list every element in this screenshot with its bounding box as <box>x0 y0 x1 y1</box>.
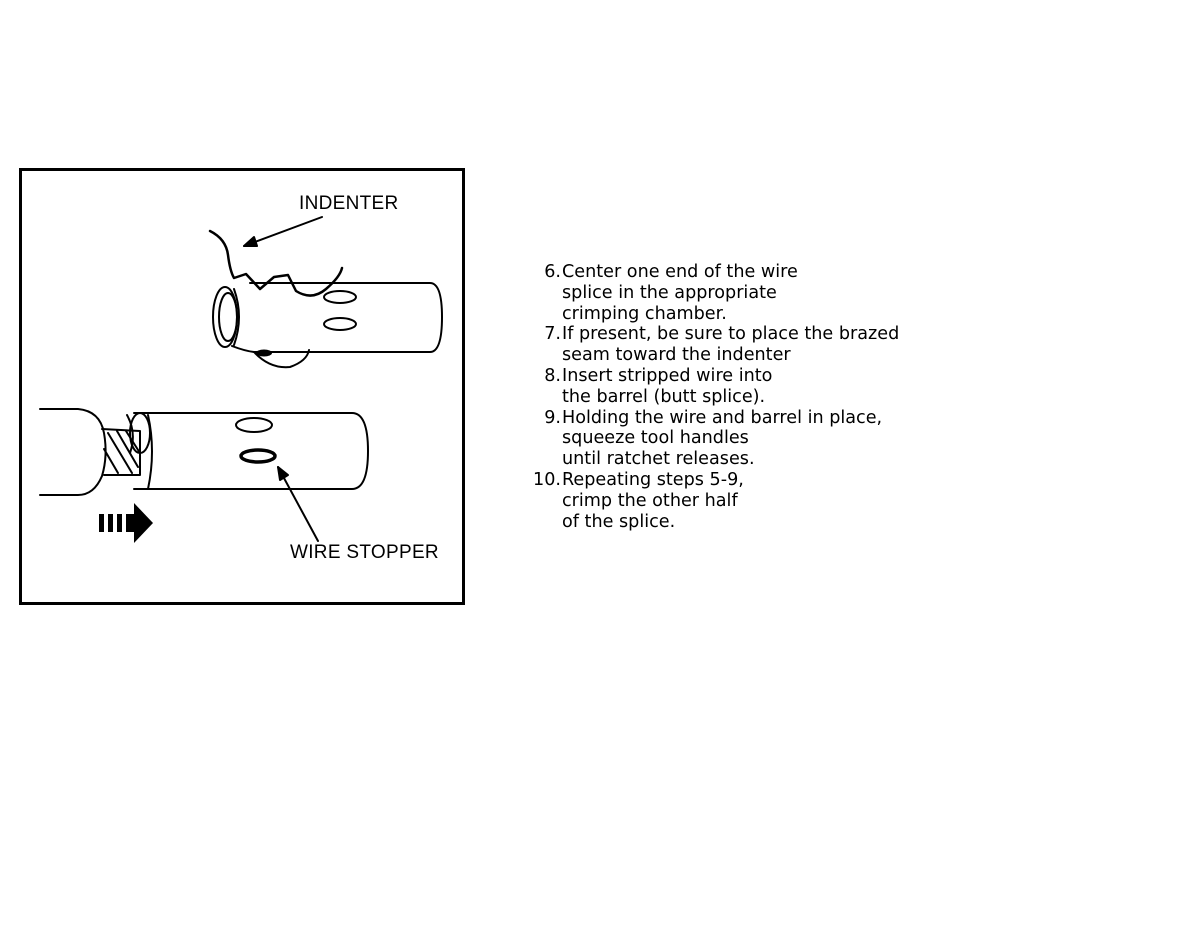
step-text: Repeating steps 5-9, crimp the other half of the splice. <box>562 469 744 532</box>
indenter-shape <box>210 231 342 296</box>
step-7 <box>530 324 899 366</box>
step-9 <box>530 408 899 470</box>
step-number: 7. <box>544 324 561 345</box>
step-10 <box>530 470 899 532</box>
step-text: Insert stripped wire into the barrel (butt splice). <box>562 365 773 407</box>
crimp-illustration-frame <box>19 168 465 605</box>
push-direction-arrow-icon <box>99 503 153 543</box>
crimp-illustration <box>22 171 462 602</box>
step-text: If present, be sure to place the brazed seam toward the indenter <box>562 324 900 366</box>
crimping-instructions <box>530 262 899 532</box>
step-text: Holding the wire and barrel in place, squeeze tool handles until ratchet releases. <box>562 407 883 470</box>
step-number: 10. <box>533 469 561 490</box>
step-number: 9. <box>544 407 561 428</box>
wire-stopper-leader <box>278 467 318 541</box>
upper-splice-barrel <box>213 283 442 367</box>
wire-stopper-label: WIRE STOPPER <box>290 542 439 563</box>
step-text: Center one end of the wire splice in the appropriate crimping chamber. <box>562 262 798 324</box>
step-8 <box>530 366 899 408</box>
step-number: 6. <box>544 262 561 282</box>
indenter-leader <box>244 217 322 246</box>
step-number: 8. <box>544 365 561 386</box>
step-6 <box>530 262 899 324</box>
lower-splice-barrel <box>40 409 368 495</box>
indenter-label: INDENTER <box>299 193 399 214</box>
